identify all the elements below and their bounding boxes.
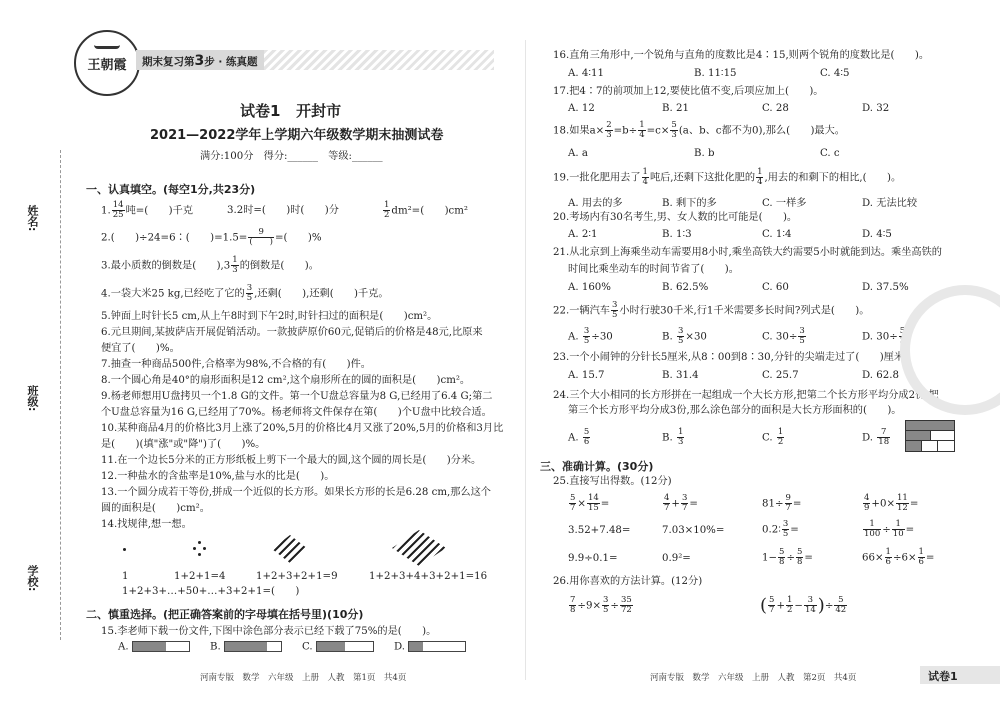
q22: 22.一辆汽车 $\frac{3}{5}$ 小时行驶30千米,行1千米需要多长时间?列式是( )。 (553, 300, 870, 320)
q18: 18.如果a× $\frac{2}{3}$ =b÷ $\frac{1}{4}$ =c× $\frac{5}{3}$ (a、b、c都不为0),那么( )最大。 (553, 120, 845, 140)
q13a: 13.一个圆分成若干等份,拼成一个近似的长方形。如果长方形的长是6.28 cm,那么这个 (101, 487, 491, 498)
q19-option-a[interactable]: A. 用去的多 (568, 198, 623, 209)
calc-9: 9.9÷0.1= (568, 553, 618, 564)
exam-meta: 满分:100分 得分:______ 等级:______ (200, 151, 383, 162)
q6b: 便宜了( )%。 (101, 343, 180, 354)
q16: 16.直角三角形中,一个锐角与直角的度数比是4∶15,则两个锐角的度数比是( )。 (553, 50, 930, 61)
q16-option-c[interactable]: C. 4∶5 (820, 68, 850, 79)
q24-option-a[interactable]: A. $\frac{5}{6}$ (568, 427, 590, 447)
q8: 8.一个圆心角是40°的扇形面积是12 cm²,这个扇形所在的圆的面积是( )cm²。 (101, 375, 471, 386)
q19-option-b[interactable]: B. 剩下的多 (662, 198, 717, 209)
q21-option-a[interactable]: A. 160% (568, 282, 611, 293)
logo-crown-icon (94, 36, 120, 49)
q15-option-a[interactable]: A. (118, 641, 190, 653)
step-suffix: 步 · 练真题 (204, 56, 258, 68)
pattern-4 (392, 530, 446, 566)
logo (74, 30, 140, 96)
q9a: 9.杨老师想用U盘拷贝一个1.8 G的文件。第一个U盘总容量为8 G,已经用了6.4 G;第二 (101, 391, 493, 402)
q11: 11.在一个边长5分米的正方形纸板上剪下一个最大的圆,这个圆的周长是( )分米。 (101, 455, 482, 466)
q26: 26.用你喜欢的方法计算。(12分) (553, 576, 703, 587)
q12: 12.一种盐水的含盐率是10%,盐与水的比是( )。 (101, 471, 335, 482)
q17-option-d[interactable]: D. 32 (862, 103, 890, 114)
calc-5: 3.52+7.48= (568, 525, 631, 536)
footer-tag-text: 试卷1 (928, 670, 958, 683)
q9b: 个U盘总容量为16 G,已经用了70%。杨老师将文件保存在第( )个U盘中比较合适。 (101, 407, 492, 418)
q17: 17.把4∶7的前项加上12,要使比值不变,后项应加上( )。 (553, 86, 824, 97)
q21-option-c[interactable]: C. 60 (762, 282, 789, 293)
calc-11: 1− $\frac{5}{8}$ ÷ $\frac{5}{8}$ = (762, 547, 813, 567)
logo-text: 王朝霞 (87, 58, 127, 73)
q15-option-d[interactable]: D. (394, 641, 466, 653)
q23-option-d[interactable]: D. 62.8 (862, 370, 899, 381)
exam-city: 开封市 (296, 102, 342, 120)
q1c: $\frac{1}{2}$ dm²=( )cm² (384, 200, 468, 220)
expr-2: ( $\frac{5}{7}$ + $\frac{1}{2}$ − $\frac{3}{14}$ )÷ $\frac{5}{42}$ (760, 595, 847, 616)
q20-option-b[interactable]: B. 1∶3 (662, 229, 692, 240)
binding-line (60, 150, 61, 640)
q10b: 是( )(填"涨"或"降")了( )%。 (101, 439, 266, 450)
q16-option-a[interactable]: A. 4∶11 (568, 68, 604, 79)
pattern-label-4: 1+2+3+4+3+2+1=16 (369, 571, 488, 582)
q20-option-a[interactable]: A. 2∶1 (568, 229, 598, 240)
calc-10: 0.9²= (662, 553, 691, 564)
step-prefix: 期末复习第 (142, 56, 195, 68)
calc-6: 7.03×10%= (662, 525, 725, 536)
q19-option-c[interactable]: C. 一样多 (762, 198, 807, 209)
q21-option-b[interactable]: B. 62.5% (662, 282, 709, 293)
step-banner-text (142, 53, 258, 69)
q15-option-b[interactable]: B. (210, 641, 282, 653)
calc-2: $\frac{4}{7}$ + $\frac{3}{7}$ = (664, 493, 698, 513)
expr-1: $\frac{7}{8}$ ÷9× $\frac{3}{5}$ ÷ $\frac{35}{72}$ (570, 595, 632, 615)
calc-7: 0.2∶ $\frac{3}{5}$ = (762, 519, 799, 539)
exam-subtitle: 2021—2022学年上学期六年级数学期末抽测试卷 (150, 128, 444, 143)
q22-option-c[interactable]: C. 30÷ $\frac{3}{5}$ (762, 326, 805, 346)
q16-option-b[interactable]: B. 11∶15 (694, 68, 737, 79)
class-label: 班级: (26, 385, 39, 412)
q20-option-d[interactable]: D. 4∶5 (862, 229, 892, 240)
q23-option-a[interactable]: A. 15.7 (568, 370, 605, 381)
q14: 14.找规律,想一想。 (101, 519, 192, 530)
calc-8: $\frac{1}{100}$ ÷ $\frac{1}{10}$ = (864, 519, 915, 539)
q24-option-d[interactable]: D. $\frac{7}{18}$ (862, 427, 890, 447)
q22-option-a[interactable]: A. $\frac{3}{5}$ ÷30 (568, 326, 613, 346)
pattern-label-5: 1+2+3+…+50+…+3+2+1=( ) (122, 586, 300, 597)
exam-no: 试卷1 (240, 102, 281, 120)
pattern-1 (120, 545, 130, 555)
q18-option-c[interactable]: C. c (820, 148, 840, 159)
q22-option-d[interactable]: D. 30÷ $\frac{5}{3}$ (862, 326, 906, 346)
q24b: 第三个长方形平均分成3份,那么涂色部分的面积是大长方形面积的( )。 (568, 405, 902, 416)
q15: 15.李老师下载一份文件,下图中涂色部分表示已经下载了75%的是( )。 (101, 626, 437, 637)
q20-option-c[interactable]: C. 1∶4 (762, 229, 792, 240)
q24-option-b[interactable]: B. $\frac{1}{3}$ (662, 427, 684, 447)
q3: 3.最小质数的倒数是( ),3 $\frac{1}{3}$ 的倒数是( )。 (101, 255, 319, 275)
q23: 23.一个小闹钟的分针长5厘米,从8∶00到8∶30,分针的尖端走过了( )厘米。 (553, 352, 915, 363)
q19: 19.一批化肥用去了 $\frac{1}{4}$ 吨后,还剩下这批化肥的 $\frac{1}{4}$ ,用去的和剩下的相比,( )。 (553, 167, 902, 187)
q1: 1. $\frac{14}{25}$ 吨=( )千克 (101, 200, 193, 220)
q23-option-b[interactable]: B. 31.4 (662, 370, 699, 381)
pattern-2 (190, 540, 210, 560)
pattern-label-1: 1 (122, 571, 129, 582)
calc-12: 66× $\frac{1}{6}$ ÷6× $\frac{1}{6}$ = (862, 547, 935, 567)
q18-option-b[interactable]: B. b (694, 148, 715, 159)
q23-option-c[interactable]: C. 25.7 (762, 370, 799, 381)
q15-option-c[interactable]: C. (302, 641, 374, 653)
pattern-label-2: 1+2+1=4 (174, 571, 226, 582)
pattern-label-3: 1+2+3+2+1=9 (256, 571, 338, 582)
q1b: 3.2时=( )时( )分 (227, 205, 339, 216)
q25: 25.直接写出得数。(12分) (553, 476, 672, 487)
q7: 7.抽查一种商品500件,合格率为98%,不合格的有( )件。 (101, 359, 371, 370)
q13b: 圆的面积是( )cm²。 (101, 503, 210, 514)
q2: 2.( )÷24=6∶( )=1.5= $\frac{9}{( )}$ =( )% (101, 227, 322, 247)
calc-3: 81÷ $\frac{9}{7}$ = (762, 493, 802, 513)
pattern-3 (272, 535, 308, 563)
q21-option-d[interactable]: D. 37.5% (862, 282, 909, 293)
exam-title (240, 100, 341, 121)
page-divider (525, 40, 526, 680)
q17-option-a[interactable]: A. 12 (568, 103, 595, 114)
calc-1: $\frac{5}{7}$ × $\frac{14}{15}$ = (570, 493, 610, 513)
q24-figure (905, 420, 955, 452)
q17-option-c[interactable]: C. 28 (762, 103, 789, 114)
banner-stripes (264, 50, 494, 70)
school-label: 学校: (26, 565, 39, 592)
q6a: 6.元旦期间,某披萨店开展促销活动。一款披萨原价60元,促销后的价格是48元,比原来 (101, 327, 483, 338)
q19-option-d[interactable]: D. 无法比较 (862, 198, 918, 209)
footer-right: 河南专版 数学 六年级 上册 人教 第2页 共4页 (650, 673, 857, 683)
calc-4: $\frac{4}{9}$ +0× $\frac{11}{12}$ = (864, 493, 919, 513)
q24a: 24.三个大小相同的长方形拼在一起组成一个大长方形,把第二个长方形平均分成2份,把 (553, 390, 939, 401)
footer-left: 河南专版 数学 六年级 上册 人教 第1页 共4页 (200, 673, 407, 683)
name-label: 姓名: (26, 205, 39, 232)
q17-option-b[interactable]: B. 21 (662, 103, 689, 114)
q21a: 21.从北京到上海乘坐动车需要用8小时,乘坐高铁大约需要5小时就能到达。乘坐高铁的 (553, 247, 942, 258)
q18-option-a[interactable]: A. a (568, 148, 588, 159)
section1-heading: 一、认真填空。(每空1分,共23分) (86, 183, 256, 196)
q5: 5.钟面上时针长5 cm,从上午8时到下午2时,时针扫过的面积是( )cm²。 (101, 311, 438, 322)
q10a: 10.某种商品4月的价格比3月上涨了20%,5月的价格比4月又涨了20%,5月的价格和3月比 (101, 423, 504, 434)
q24-option-c[interactable]: C. $\frac{1}{2}$ (762, 427, 784, 447)
q22-option-b[interactable]: B. $\frac{3}{5}$ ×30 (662, 326, 707, 346)
step-num: 3 (194, 53, 205, 69)
section2-heading: 二、慎重选择。(把正确答案前的字母填在括号里)(10分) (86, 608, 364, 621)
q20: 20.考场内有30名考生,男、女人数的比可能是( )。 (553, 212, 798, 223)
q4: 4.一袋大米25 kg,已经吃了它的 $\frac{3}{5}$ ,还剩( ),还剩( )千克。 (101, 283, 389, 303)
section3-heading: 三、准确计算。(30分) (540, 460, 654, 473)
q21b: 时间比乘坐动车的时间节省了( )。 (568, 264, 739, 275)
